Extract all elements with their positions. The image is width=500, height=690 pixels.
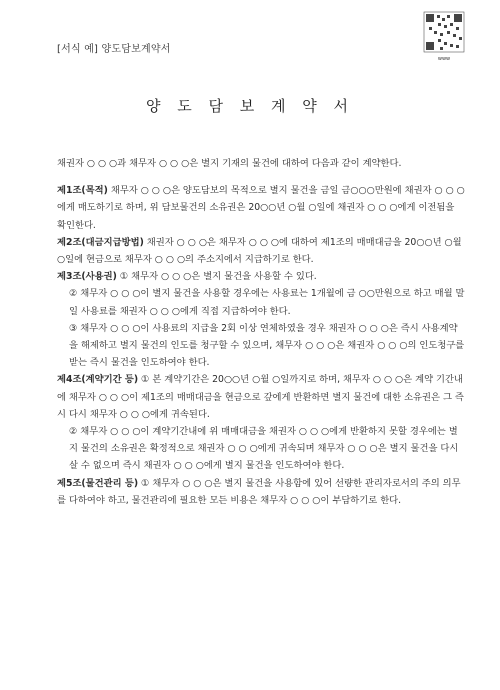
article-heading: 제2조(대금지급방법)	[57, 236, 144, 248]
qr-code-logo	[420, 6, 470, 66]
article-3-clause-3: ③ 채무자 ○ ○ ○이 사용료의 지급을 2회 이상 연체하였을 경우 채권자 ○ ○ ○은 즉시 사용계약을 해제하고 별지 물건의 인도를 청구할 수 있으며, 채무자 ○ ○ ○은 채권자 ○ ○ ○의 인도청구를 받는 즉시 물건을 인도하여야 한다.	[69, 322, 465, 369]
article-heading: 제4조(계약기간 등)	[57, 374, 139, 386]
article-text: 채무자 ○ ○ ○은 양도담보의 목적으로 별지 물건을 금일 금○○○만원에 채권자 ○ ○ ○에게 매도하기로 하며, 위 담보물건의 소유권은 20○○년 ○월 ○일에 채권자 ○ ○ ○에게 이전됨을 확인한다.	[57, 185, 465, 231]
article-5	[57, 475, 465, 509]
svg-text:www: www	[437, 56, 451, 62]
article-heading: 제3조(사용권)	[57, 271, 117, 283]
form-label: [서식 예] 양도담보계약서	[57, 44, 171, 55]
article-4	[57, 371, 465, 423]
article-text: ① 채무자 ○ ○ ○은 별지 물건을 사용할 수 있다.	[116, 271, 317, 283]
document-title: 양 도 담 보 계 약 서	[145, 97, 355, 115]
article-text: ① 본 계약기간은 20○○년 ○월 ○일까지로 하며, 채무자 ○ ○ ○은 계약 기간내에 채무자 ○ ○ ○이 제1조의 매매대금을 현금으로 갚에게 반환하면 별지 물건에 대한 소유권은 그 즉시 다시 채무자 ○ ○ ○에게 귀속된다.	[57, 374, 464, 420]
article-3	[57, 268, 465, 285]
article-heading: 제5조(물건관리 등)	[57, 477, 139, 489]
article-4-clause-2: ② 채무자 ○ ○ ○이 계약기간내에 위 매매대금을 채권자 ○ ○ ○에게 반환하지 못할 경우에는 별지 물건의 소유권은 확정적으로 채권자 ○ ○ ○에게 귀속되며 채무자 ○ ○ ○은 별지 물건을 다시 살 수 없으며 즉시 채권자 ○ ○ ○에게 별지 물건을 인도하여야 한다.	[69, 426, 459, 472]
intro-paragraph: 채권자 ○ ○ ○과 채무자 ○ ○ ○은 별지 기재의 물건에 대하여 다음과 같이 계약한다.	[57, 158, 402, 169]
article-text: 채권자 ○ ○ ○은 채무자 ○ ○ ○에 대하여 제1조의 매매대금을 20○○년 ○월 ○일에 현금으로 채무자 ○ ○ ○의 주소지에서 지급하기로 한다.	[57, 236, 462, 266]
article-3-clause-2: ② 채무자 ○ ○ ○이 별지 물건을 사용할 경우에는 사용료는 1개월에 금 ○○만원으로 하고 매월 말일 사용료를 채권자 ○ ○ ○에게 직접 지급하여야 한다.	[69, 288, 465, 317]
article-text: ① 채무자 ○ ○ ○은 별지 물건을 사용함에 있어 선량한 관리자로서의 주의 의무를 다하여야 하고, 물건관리에 필요한 모든 비용은 채무자 ○ ○ ○이 부담하기로 한다.	[57, 477, 461, 506]
article-2	[57, 234, 465, 268]
article-1	[57, 182, 465, 234]
document-body	[57, 155, 465, 509]
article-heading: 제1조(목적)	[57, 185, 108, 197]
